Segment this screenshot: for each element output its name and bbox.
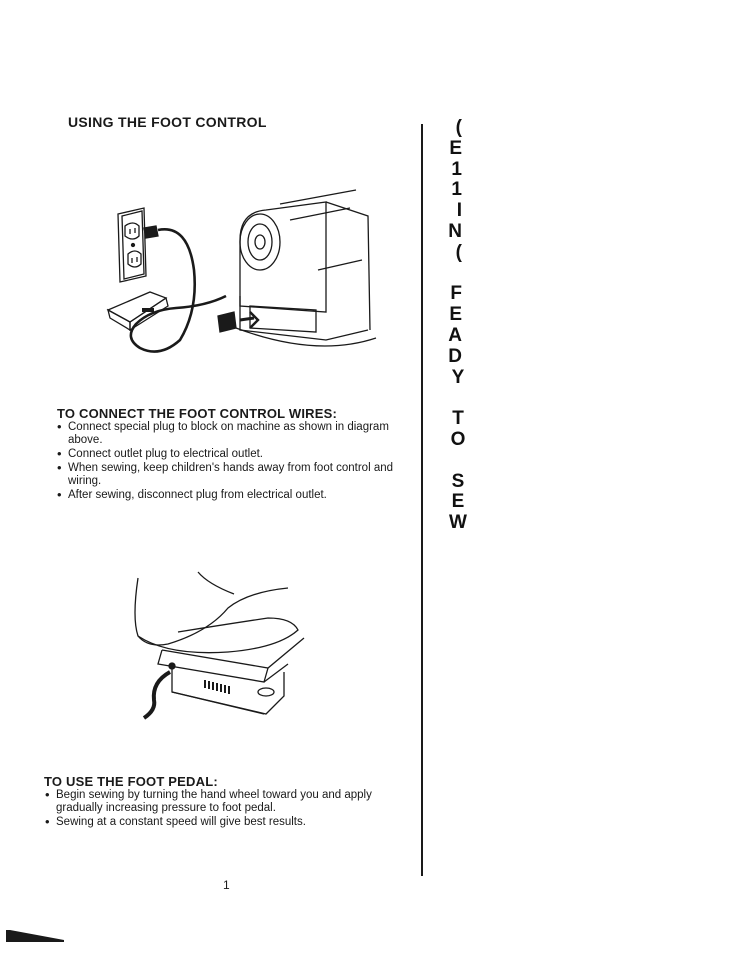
list-item: • When sewing, keep children's hands away from foot control and wiring.: [57, 460, 394, 487]
side-letter: 1: [451, 180, 462, 201]
page-title: USING THE FOOT CONTROL: [68, 114, 267, 130]
foot-pedal-use-illustration: [128, 568, 308, 718]
list-item: • Connect special plug to block on machine as shown in diagram above.: [57, 419, 389, 446]
foot-pedal-icon: [108, 292, 168, 330]
side-letter: [438, 388, 478, 409]
side-letter: E: [449, 138, 462, 159]
page-number: 1: [223, 878, 230, 892]
side-letter: (: [455, 118, 462, 138]
side-letter: Y: [451, 367, 465, 388]
sewing-machine-icon: [218, 190, 376, 346]
side-letter: [438, 264, 478, 285]
side-letter: W: [449, 513, 467, 534]
side-letter: E: [449, 305, 462, 326]
list-item: • Connect outlet plug to electrical outlet.: [57, 446, 263, 461]
side-letter: [438, 451, 478, 472]
wires-instructions-list: [54, 421, 422, 503]
side-letter: D: [448, 346, 462, 367]
list-item: • Sewing at a constant speed will give best results.: [45, 814, 306, 829]
wires-section-heading: TO CONNECT THE FOOT CONTROL WIRES:: [57, 406, 338, 421]
side-letter: N: [448, 221, 462, 242]
vertical-divider: [421, 124, 423, 876]
side-letter: (: [455, 242, 462, 263]
pedal-section-heading: TO USE THE FOOT PEDAL:: [44, 774, 218, 789]
list-item: • Begin sewing by turning the hand wheel toward you and apply gradually increasing pressure to foot pedal.: [45, 787, 372, 814]
side-letter: 1: [451, 159, 462, 180]
side-letter: S: [451, 471, 465, 492]
side-letter: O: [450, 429, 466, 450]
side-letter: E: [451, 492, 465, 513]
foot-control-connection-illustration: [100, 180, 380, 360]
wall-outlet-icon: [118, 208, 146, 282]
side-letter: I: [456, 201, 462, 222]
side-tab-letters: [438, 118, 478, 534]
side-letter: A: [448, 325, 462, 346]
side-letter: F: [450, 284, 462, 305]
corner-mark: [6, 928, 66, 944]
list-item: • After sewing, disconnect plug from electrical outlet.: [57, 487, 327, 502]
side-letter: T: [452, 409, 464, 430]
pedal-instructions-list: [42, 789, 420, 830]
